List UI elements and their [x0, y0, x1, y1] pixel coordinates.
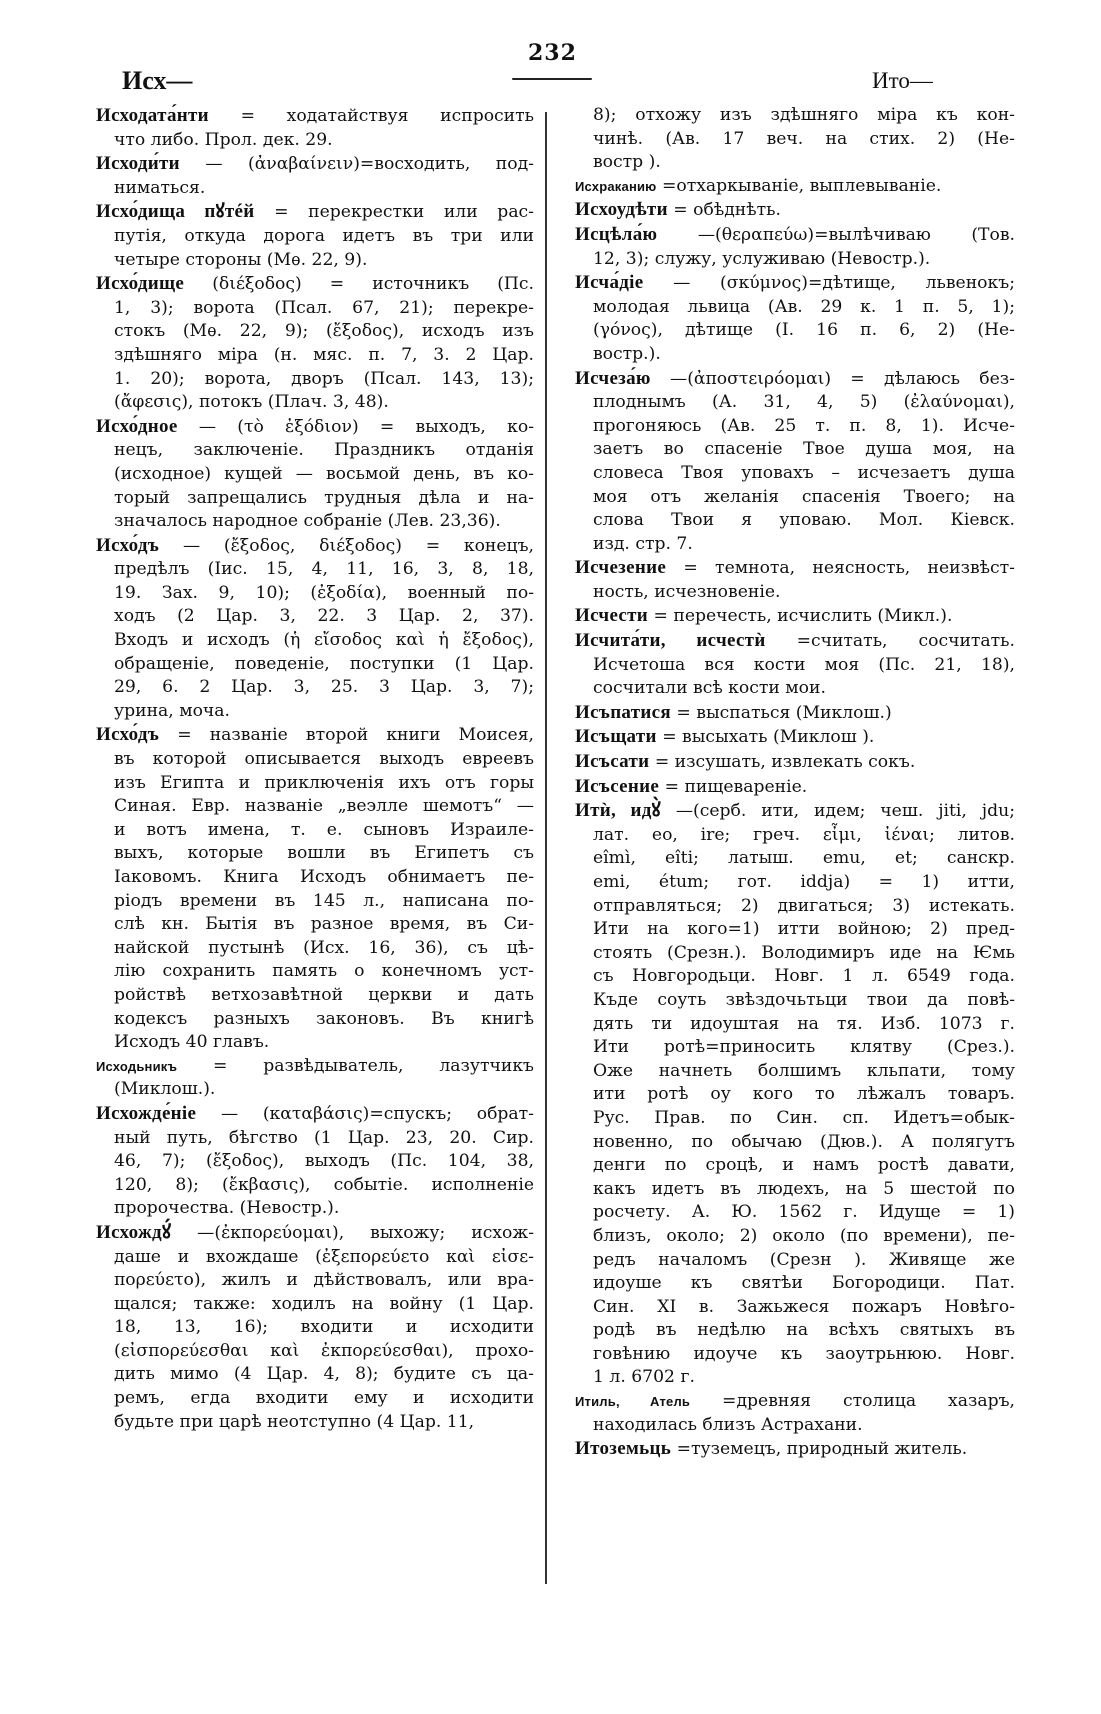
entry-line	[96, 344, 534, 368]
entry-line	[575, 847, 1015, 871]
definition-text: заетъ во спасеніе Твое душа моя, на	[593, 439, 1015, 460]
definition-text: — (ἔξοδος, διέξοδος) = конецъ,	[182, 535, 534, 556]
dictionary-entry	[96, 534, 534, 724]
definition-text: = ходатайствуя испросить	[240, 106, 534, 126]
definition-text: — (σκύμνος)=дѣтище, львенокъ;	[673, 273, 1015, 294]
definition-text: редъ началомъ (Срезн ). Живяще же	[593, 1249, 1015, 1270]
definition-text: обращеніе, поведеніе, поступки (1 Цар.	[114, 653, 534, 674]
entry-line	[96, 249, 534, 273]
entry-line	[575, 1154, 1015, 1178]
entry-line	[96, 225, 534, 249]
entry-line	[96, 152, 534, 177]
entry-line	[96, 842, 534, 866]
entry-line	[96, 510, 534, 534]
entry-line	[575, 629, 1015, 654]
dictionary-entry	[96, 104, 534, 152]
entry-line	[575, 1249, 1015, 1273]
definition-text: здѣшняго міра (н. мяс. п. 7, 3. 2 Цар.	[114, 344, 534, 365]
headword: Исхождꙋ́	[96, 1221, 172, 1243]
entry-line	[96, 913, 534, 937]
definition-text: Синая. Евр. названіе „веэлле шемотъ“ —	[114, 796, 534, 817]
definition-text: ріодъ времени въ 145 л., написана по-	[114, 890, 534, 911]
definition-text: будьте при царѣ неотступно (4 Цар. 11,	[114, 1411, 475, 1432]
entry-line	[575, 415, 1015, 439]
page-number: 232	[528, 40, 577, 66]
definition-text: ити ротѣ оу кого то лѣжалъ товаръ.	[593, 1084, 1015, 1105]
dictionary-entry	[575, 1390, 1015, 1437]
dictionary-entry	[575, 629, 1015, 701]
headword: Исхо́дное	[96, 415, 178, 437]
definition-text: моя отъ желанія спасенія Твоего; на	[593, 486, 1015, 507]
entry-line	[96, 463, 534, 487]
dictionary-entry	[575, 725, 1015, 750]
entry-line	[575, 1178, 1015, 1202]
definition-text: ность, исчезновеніе.	[593, 581, 781, 602]
definition-text: дять ти идоуштая на тя. Изб. 1073 г.	[593, 1013, 1015, 1034]
definition-text: идоуше къ святѣи Богородици. Пат.	[593, 1273, 1015, 1294]
definition-text: 12, 3); служу, услуживаю (Невостр.).	[593, 248, 931, 269]
entry-line	[575, 942, 1015, 966]
definition-text: прогоняюсь (Ав. 25 т. п. 8, 1). Исче-	[593, 415, 1015, 436]
entry-line	[575, 556, 1015, 581]
definition-text: денги по сроцѣ, и намъ ростѣ давати,	[593, 1155, 1015, 1176]
entry-line	[96, 1102, 534, 1127]
entry-line	[575, 486, 1015, 510]
entry-line	[96, 1221, 534, 1246]
entry-line	[96, 297, 534, 321]
dictionary-entry	[575, 750, 1015, 775]
entry-line	[575, 1225, 1015, 1249]
entry-line	[96, 1387, 534, 1411]
entry-line	[575, 989, 1015, 1013]
entry-line	[96, 487, 534, 511]
definition-text: —(ἀποστειρόομαι) = дѣлаюсь без-	[670, 368, 1015, 389]
entry-line	[575, 965, 1015, 989]
definition-text: торый запрещались трудныя дѣла и на-	[114, 487, 534, 508]
headword: Исча́діе	[575, 272, 644, 294]
headword: Исчести	[575, 605, 649, 627]
entry-line	[575, 824, 1015, 848]
definition-text: родѣ въ недѣлю на всѣхъ святыхъ въ	[593, 1320, 1015, 1341]
column-divider	[545, 112, 547, 1584]
definition-text: изд. стр. 7.	[593, 533, 693, 554]
entry-line	[96, 1055, 534, 1079]
entry-line	[575, 654, 1015, 678]
entry-line	[96, 272, 534, 297]
entry-line	[96, 653, 534, 677]
entry-line	[575, 1343, 1015, 1367]
entry-line	[96, 605, 534, 629]
definition-text: Син. XI в. Зажьжеся пожаръ Новѣго-	[593, 1296, 1015, 1317]
headword: Исходата́нти	[96, 105, 209, 126]
entry-line	[575, 871, 1015, 895]
definition-text: 1 л. 6702 г.	[593, 1367, 695, 1388]
entry-line	[575, 1060, 1015, 1084]
entry-line	[575, 604, 1015, 629]
dictionary-entry	[96, 152, 534, 200]
headword: Исхоудѣти	[575, 199, 668, 221]
entry-line	[96, 1078, 534, 1102]
definition-text: (διέξοδος) = источникъ (Пс.	[212, 274, 534, 295]
entry-line	[96, 391, 534, 415]
headword: Исъсати	[575, 751, 650, 773]
definition-text: = высыхать (Миклош ).	[662, 727, 875, 748]
entry-line	[96, 320, 534, 344]
definition-text: сосчитали всѣ кости мои.	[593, 678, 826, 699]
entry-line	[575, 1296, 1015, 1320]
definition-text: востр.).	[593, 343, 661, 364]
definition-text: ройствѣ ветхозавѣтной церкви и дать	[114, 984, 534, 1005]
definition-text: урина, моча.	[114, 700, 230, 721]
dictionary-entry	[96, 1055, 534, 1102]
right-column	[575, 104, 1015, 1462]
entry-line	[575, 1319, 1015, 1343]
dictionary-entry	[575, 367, 1015, 557]
entry-line	[575, 1390, 1015, 1414]
definition-text: найской пустынѣ (Исх. 16, 36), съ цѣ-	[114, 937, 534, 958]
headword: Исхо́дища пꙋтéй	[96, 201, 255, 223]
headword: Исчита́ти, исчестѝ	[575, 630, 766, 652]
entry-line	[575, 128, 1015, 152]
definition-text: значалось народное собраніе (Лев. 23,36).	[114, 511, 501, 532]
definition-text: близъ, около; 2) около (по времени), пе-	[593, 1225, 1015, 1246]
definition-text: выхъ, которые вошли въ Египетъ съ	[114, 843, 534, 864]
headword: Исхо́дъ	[96, 534, 160, 556]
definition-text: Къде соуть звѣздочьтьци твои да повѣ-	[593, 989, 1015, 1010]
definition-text: и вотъ имена, т. е. сыновъ Израиле-	[114, 819, 534, 840]
entry-line	[96, 368, 534, 392]
entry-line	[96, 415, 534, 440]
entry-line	[96, 1008, 534, 1032]
page-number-rule	[512, 78, 592, 80]
headword: Исхо́дъ	[96, 724, 160, 746]
entry-line	[575, 248, 1015, 272]
entry-line	[96, 534, 534, 559]
definition-text: пророчества. (Невостр.).	[114, 1198, 340, 1219]
entry-line	[575, 1083, 1015, 1107]
definition-text: предѣлъ (Іис. 15, 4, 11, 16, 3, 8, 18,	[114, 559, 534, 580]
definition-text: съ Новгородьци. Новг. 1 л. 6549 года.	[593, 966, 1015, 987]
entry-line	[96, 795, 534, 819]
definition-text: (исходное) кущей — восьмой день, въ ко-	[114, 463, 534, 484]
definition-text: стокъ (Мѳ. 22, 9); (ἔξοδος), исходъ изъ	[114, 321, 534, 342]
entry-line	[575, 677, 1015, 701]
definition-text: = перечесть, исчислить (Микл.).	[653, 606, 953, 627]
entry-line	[575, 1414, 1015, 1438]
definition-text: = изсушать, извлекать сокъ.	[654, 752, 916, 773]
entry-line	[575, 438, 1015, 462]
definition-text: Исчетоша вся кости моя (Пс. 21, 18),	[593, 654, 1015, 675]
definition-text: новенно, по обычаю (Дюв.). А полягутъ	[593, 1131, 1015, 1152]
entry-line	[96, 1411, 534, 1435]
entry-line	[575, 509, 1015, 533]
entry-line	[575, 223, 1015, 248]
entry-line	[575, 1366, 1015, 1390]
entry-line	[575, 343, 1015, 367]
definition-text: =древняя столица хазаръ,	[722, 1391, 1015, 1412]
entry-line	[575, 725, 1015, 750]
headword: Исходи́ти	[96, 153, 180, 175]
entry-line	[575, 775, 1015, 800]
definition-text: = развѣдыватель, лазутчикъ	[213, 1055, 534, 1076]
dictionary-entry	[96, 272, 534, 415]
entry-line	[96, 723, 534, 748]
definition-text: что либо. Прол. дек. 29.	[114, 129, 333, 150]
dictionary-entry	[575, 701, 1015, 726]
entry-line	[96, 629, 534, 653]
definition-text: =отхаркываніе, выплевываніе.	[661, 175, 942, 196]
headword: Исъщати	[575, 726, 657, 748]
entry-line	[96, 984, 534, 1008]
entry-line	[575, 391, 1015, 415]
definition-text: 46, 7); (ἔξοδος), выходъ (Пс. 104, 38,	[114, 1151, 534, 1172]
definition-text: = названіе второй книги Моисея,	[177, 725, 535, 746]
headword: Исходьникъ	[96, 1058, 178, 1074]
entry-line	[96, 177, 534, 201]
entry-line	[96, 1150, 534, 1174]
definition-text: говѣнию идоуче къ заоутрьнюю. Новг.	[593, 1343, 1015, 1364]
dictionary-entry	[575, 799, 1015, 1390]
definition-text: emi, étum; гот. iddja) = 1) итти,	[593, 872, 1015, 892]
definition-text: 1. 20); ворота, дворъ (Псал. 143, 13);	[114, 368, 534, 389]
headword: Исхраканию	[575, 178, 657, 194]
definition-text: Входъ и исходъ (ἡ εἴσοδος καὶ ἡ ἔξοδος),	[114, 630, 534, 651]
entry-line	[575, 367, 1015, 392]
dictionary-entry	[575, 175, 1015, 199]
definition-text: дить мимо (4 Цар. 4, 8); будите съ ца-	[114, 1364, 534, 1385]
entry-line	[575, 1272, 1015, 1296]
definition-text: кодексъ разныхъ законовъ. Въ книгѣ	[114, 1008, 534, 1029]
definition-text: слова Твои я уповаю. Мол. Кіевск.	[593, 510, 1015, 531]
definition-text: 1, 3); ворота (Псал. 67, 21); перекре-	[114, 297, 534, 318]
entry-line	[96, 700, 534, 724]
dictionary-entry	[96, 1221, 534, 1434]
headword: Исцѣла́ю	[575, 223, 658, 245]
headword: Исъпатися	[575, 701, 671, 723]
entry-line	[575, 533, 1015, 557]
dictionary-entry	[575, 1437, 1015, 1462]
definition-text: даше и вхождаше (ἐξεπορεύετο καὶ εἰσε-	[114, 1246, 534, 1267]
headword: Исчеза́ю	[575, 367, 651, 389]
entry-line	[96, 1127, 534, 1151]
entry-line	[575, 895, 1015, 919]
entry-line	[575, 1107, 1015, 1131]
definition-text: востр ).	[593, 152, 661, 173]
definition-text: Іаковомъ. Книга Исходъ обнимаетъ пе-	[114, 867, 534, 887]
definition-text: ходъ (2 Цар. 3, 22. 3 Цар. 2, 37).	[114, 606, 534, 627]
definition-text: отправляться; 2) двигаться; 3) истекать.	[593, 895, 1015, 916]
entry-line	[575, 1036, 1015, 1060]
definition-text: росчету. А. Ю. 1562 г. Идуще = 1)	[593, 1202, 1015, 1223]
entry-line	[575, 198, 1015, 223]
headword: Исъсение	[575, 775, 660, 797]
entry-line	[96, 558, 534, 582]
dictionary-entry	[575, 775, 1015, 800]
entry-line	[96, 772, 534, 796]
definition-text: (εἰσπορεύεσθαι καὶ ἐκπορεύεσθαι), прохо-	[114, 1340, 534, 1361]
entry-line	[575, 918, 1015, 942]
definition-text: 8); отхожу изъ здѣшняго міра къ кон-	[593, 105, 1015, 125]
definition-text: =туземецъ, природный житель.	[676, 1439, 968, 1460]
entry-line	[575, 271, 1015, 296]
definition-text: словеса Твоя уповахъ – исчезаетъ душа	[593, 462, 1015, 483]
definition-text: —(θεραπεύω)=вылѣчиваю (Тов.	[697, 224, 1015, 245]
dictionary-entry	[575, 604, 1015, 629]
entry-line	[96, 676, 534, 700]
dictionary-entry	[96, 200, 534, 272]
definition-text: ный путь, бѣгство (1 Цар. 23, 20. Сир.	[114, 1127, 534, 1148]
definition-text: ниматься.	[114, 177, 206, 198]
entry-line	[96, 960, 534, 984]
definition-text: стоять (Срезн.). Володимиръ иде на Ѥмь	[593, 942, 1015, 963]
definition-text: слѣ кн. Бытія въ разное время, въ Си-	[114, 914, 534, 935]
entry-line	[575, 104, 1015, 128]
definition-text: — (τὸ ἐξόδιον) = выходъ, ко-	[198, 416, 534, 437]
definition-text: Рус. Прав. по Син. сп. Идетъ=обык-	[593, 1107, 1015, 1128]
entry-line	[575, 1013, 1015, 1037]
entry-line	[575, 1437, 1015, 1462]
entry-line	[96, 1197, 534, 1221]
definition-text: какъ идетъ въ людехъ, на 5 шестой по	[593, 1178, 1015, 1199]
definition-text: πορεύετο), жилъ и дѣйствовалъ, или вра-	[114, 1270, 534, 1291]
definition-text: Ити на кого=1) итти войною; 2) пред-	[593, 919, 1015, 940]
definition-text: четыре стороны (Мѳ. 22, 9).	[114, 249, 368, 270]
definition-text: 29, 6. 2 Цар. 3, 25. 3 Цар. 3, 7);	[114, 677, 534, 698]
entry-line	[96, 1363, 534, 1387]
entry-line	[575, 296, 1015, 320]
entry-line	[96, 819, 534, 843]
running-head-left: Исх—	[122, 66, 193, 95]
definition-text: лію сохранить память о конечномъ уст-	[114, 961, 534, 982]
dictionary-entry	[575, 556, 1015, 604]
entry-line	[96, 866, 534, 890]
dictionary-entry	[575, 271, 1015, 366]
definition-text: находилась близъ Астрахани.	[593, 1414, 863, 1435]
definition-text: = выспаться (Миклош.)	[676, 702, 892, 723]
entry-line	[575, 1201, 1015, 1225]
definition-text: =считать, сосчитать.	[796, 631, 1016, 652]
definition-text: = обѣднѣть.	[673, 200, 781, 221]
definition-text: (γόνος), дѣтище (І. 16 п. 6, 2) (Не-	[593, 320, 1015, 341]
entry-line	[96, 129, 534, 153]
entry-line	[96, 890, 534, 914]
headword: Исхо́дище	[96, 273, 185, 295]
entry-line	[575, 799, 1015, 824]
headword: Итѝ, идꙋ̀	[575, 800, 661, 822]
left-column	[96, 104, 534, 1434]
definition-text: изъ Египта и приключенія ихъ отъ горы	[114, 772, 534, 793]
entry-line	[96, 1246, 534, 1270]
entry-line	[575, 319, 1015, 343]
headword: Исчезение	[575, 557, 667, 579]
entry-line	[96, 200, 534, 225]
dictionary-entry	[96, 723, 534, 1054]
running-head-right: Ито—	[872, 68, 933, 93]
entry-line	[575, 462, 1015, 486]
dictionary-entry	[575, 223, 1015, 271]
entry-line	[96, 937, 534, 961]
definition-text: = перекрестки или рас-	[274, 202, 534, 223]
definition-text: = пищевареніе.	[664, 776, 808, 797]
definition-text: лат. eo, ire; греч. εἶμι, ἰέναι; литов.	[593, 824, 1015, 845]
entry-line	[575, 1131, 1015, 1155]
definition-text: 18, 13, 16); входити и исходити	[114, 1317, 534, 1338]
definition-text: Исходъ 40 главъ.	[114, 1032, 270, 1053]
definition-text: (Миклош.).	[114, 1079, 216, 1100]
entry-line	[575, 581, 1015, 605]
definition-text: въ которой описывается выходъ евреевъ	[114, 749, 534, 770]
definition-text: ремъ, егда входити ему и исходити	[114, 1388, 534, 1409]
dictionary-entry	[575, 198, 1015, 223]
entry-line	[96, 1031, 534, 1055]
entry-line	[575, 701, 1015, 726]
entry-line	[575, 175, 1015, 199]
headword: Итиль, Атель	[575, 1394, 691, 1410]
dictionary-entry	[96, 415, 534, 534]
definition-text: 19. Зах. 9, 10); (ἐξοδία), военный по-	[114, 582, 534, 603]
definition-text: (ἄφεσις), потокъ (Плач. 3, 48).	[114, 392, 389, 413]
definition-text: 120, 8); (ἔκβασις), событіе. исполненіе	[114, 1174, 534, 1195]
entry-line	[96, 1293, 534, 1317]
definition-text: щался; также: ходилъ на войну (1 Цар.	[114, 1293, 534, 1314]
definition-text: — (ἀναβαίνειν)=восходить, под-	[205, 154, 534, 175]
definition-text: —(ἐκπορεύομαι), выхожу; исхож-	[197, 1222, 534, 1243]
definition-text: путія, откуда дорога идетъ въ три или	[114, 225, 534, 246]
dictionary-entry	[96, 1102, 534, 1221]
entry-line	[96, 1269, 534, 1293]
entry-line	[96, 1174, 534, 1198]
headword: Исхожде́ніе	[96, 1102, 197, 1124]
entry-line	[96, 1316, 534, 1340]
definition-text: молодая львица (Ав. 29 к. 1 п. 5, 1);	[593, 296, 1015, 317]
definition-text: — (καταβάσις)=спускъ; обрат-	[220, 1103, 534, 1124]
definition-text: —(серб. ити, идем; чеш. jiti, jdu;	[675, 801, 1016, 822]
entry-line	[575, 750, 1015, 775]
entry-line	[96, 582, 534, 606]
dictionary-entry	[575, 104, 1015, 175]
definition-text: = темнота, неясность, неизвѣст-	[683, 558, 1015, 579]
entry-line	[96, 104, 534, 129]
entry-line	[96, 748, 534, 772]
entry-line	[96, 1340, 534, 1364]
definition-text: Ити ротѣ=приносить клятву (Срез.).	[593, 1037, 1015, 1058]
definition-text: чинѣ. (Ав. 17 веч. на стих. 2) (Не-	[593, 128, 1015, 149]
definition-text: нецъ, заключеніе. Праздникъ отданія	[114, 440, 534, 461]
definition-text: Оже начнеть болшимъ кльпати, тому	[593, 1060, 1015, 1081]
entry-line	[575, 151, 1015, 175]
entry-line	[96, 439, 534, 463]
definition-text: eîmì, eîti; латыш. emu, et; санскр.	[593, 848, 1015, 869]
definition-text: плоднымъ (А. 31, 4, 5) (ἐλαύνομαι),	[593, 392, 1015, 413]
headword: Итоземьць	[575, 1438, 672, 1460]
